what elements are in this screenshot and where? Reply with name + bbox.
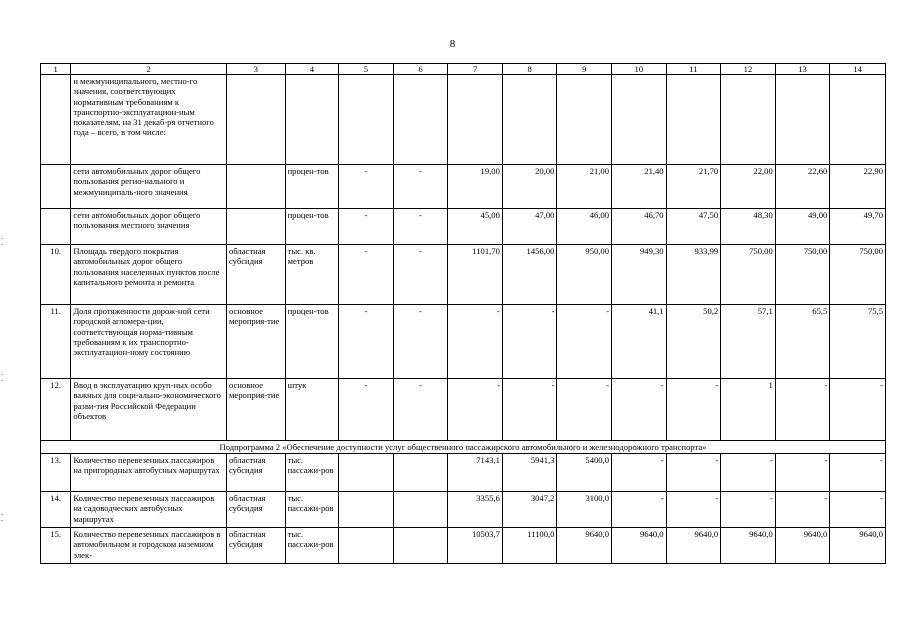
value-cell (830, 75, 886, 165)
table-row (41, 379, 886, 441)
column-number-cell: 7 (448, 64, 503, 75)
value-cell: - (502, 379, 557, 441)
value-cell: 5400,0 (557, 454, 612, 492)
row-index: 13. (41, 454, 71, 492)
value-cell: 9640,0 (775, 528, 830, 564)
column-number-cell: 14 (830, 64, 886, 75)
unit-cell: тыс. пассажи-ров (285, 454, 339, 492)
column-number-cell: 2 (71, 64, 227, 75)
value-cell: - (448, 379, 503, 441)
value-cell: 933,99 (666, 245, 721, 305)
value-cell: 19,00 (448, 165, 503, 209)
value-cell: 9640,0 (666, 528, 721, 564)
row-index: 15. (41, 528, 71, 564)
value-cell: 3047,2 (502, 492, 557, 528)
column-number-cell: 9 (557, 64, 612, 75)
value-cell: - (666, 379, 721, 441)
value-cell: 9640,0 (557, 528, 612, 564)
unit-cell: тыс. пассажи-ров (285, 492, 339, 528)
value-cell (339, 528, 394, 564)
unit-cell: штук (285, 379, 339, 441)
value-cell (393, 454, 448, 492)
table-row (41, 209, 886, 245)
value-cell (448, 75, 503, 165)
page-number: 8 (449, 38, 456, 50)
value-cell: - (339, 379, 394, 441)
value-cell: - (557, 379, 612, 441)
table-row (41, 492, 886, 528)
funding-source: областная субсидия (226, 454, 285, 492)
value-cell: 10503,7 (448, 528, 503, 564)
value-cell (775, 75, 830, 165)
value-cell: 1101,70 (448, 245, 503, 305)
value-cell: - (393, 379, 448, 441)
funding-source: областная субсидия (226, 492, 285, 528)
value-cell: 20,00 (502, 165, 557, 209)
column-number-cell: 1 (41, 64, 71, 75)
value-cell: - (502, 305, 557, 379)
value-cell: 750,00 (830, 245, 886, 305)
value-cell: - (830, 379, 886, 441)
value-cell: 22,00 (721, 165, 776, 209)
indicator-name: Количество перевезенных пассажиров в автомобильном и городском наземном элек- (71, 528, 227, 564)
unit-cell (285, 75, 339, 165)
funding-source: основное мероприя-тие (226, 379, 285, 441)
value-cell: 46,70 (612, 209, 667, 245)
value-cell: 48,30 (721, 209, 776, 245)
value-cell: - (666, 454, 721, 492)
value-cell: 750,00 (775, 245, 830, 305)
value-cell: 7143,1 (448, 454, 503, 492)
indicator-name: и межмуниципального, местно-го значения, соответствующих нормативным требованиям к транспортно-эксплуатацион-ным показателям, на 31 декаб-ря отчетного года – всего, в том числе: (71, 75, 227, 165)
value-cell: - (393, 305, 448, 379)
value-cell: - (775, 379, 830, 441)
table-row (41, 75, 886, 165)
value-cell: - (775, 454, 830, 492)
row-index: 12. (41, 379, 71, 441)
table-row (41, 454, 886, 492)
subprogram-title: Подпрограмма 2 «Обеспечение доступности услуг общественного пассажирского автомобильного и железнодорожного транспорта» (41, 441, 886, 454)
value-cell: - (612, 492, 667, 528)
value-cell: - (393, 209, 448, 245)
value-cell: 9640,0 (612, 528, 667, 564)
column-number-row (41, 64, 886, 75)
value-cell: 22,60 (775, 165, 830, 209)
scan-margin-marks (1, 0, 5, 640)
value-cell (339, 75, 394, 165)
value-cell: - (612, 454, 667, 492)
value-cell: - (448, 305, 503, 379)
value-cell: 50,2 (666, 305, 721, 379)
funding-source: областная субсидия (226, 528, 285, 564)
table-row (41, 245, 886, 305)
column-number-cell: 8 (502, 64, 557, 75)
column-number-cell: 10 (612, 64, 667, 75)
value-cell: 21,00 (557, 165, 612, 209)
value-cell: 9640,0 (721, 528, 776, 564)
value-cell (393, 75, 448, 165)
funding-source: основное мероприя-тие (226, 305, 285, 379)
table-row (41, 528, 886, 564)
indicator-name: сети автомобильных дорог общего пользования местного значения (71, 209, 227, 245)
unit-cell: тыс. пассажи-ров (285, 528, 339, 564)
value-cell: 45,00 (448, 209, 503, 245)
row-index (41, 165, 71, 209)
indicators-table (40, 63, 886, 564)
indicator-name: Ввод в эксплуатацию круп-ных особо важных для соци-ально-экономического разви-тия Российской Федерации объектов (71, 379, 227, 441)
table-row (41, 305, 886, 379)
unit-cell: процен-тов (285, 165, 339, 209)
value-cell: - (775, 492, 830, 528)
value-cell: 21,40 (612, 165, 667, 209)
value-cell (612, 75, 667, 165)
value-cell: 21,70 (666, 165, 721, 209)
row-index: 10. (41, 245, 71, 305)
value-cell (721, 75, 776, 165)
value-cell: - (721, 492, 776, 528)
value-cell (339, 492, 394, 528)
row-index (41, 75, 71, 165)
value-cell: 1 (721, 379, 776, 441)
value-cell: 47,50 (666, 209, 721, 245)
indicator-name: Количество перевезенных пассажиров на пригородных автобусных маршрутах (71, 454, 227, 492)
indicator-name: Площадь твердого покрытия автомобильных дорог общего пользования населенных пунктов после капитального ремонта и ремонта (71, 245, 227, 305)
indicator-name: сети автомобильных дорог общего пользования регио-нального и межмуниципаль-ного значения (71, 165, 227, 209)
value-cell: 41,1 (612, 305, 667, 379)
unit-cell: процен-тов (285, 209, 339, 245)
row-index (41, 209, 71, 245)
column-number-cell: 6 (393, 64, 448, 75)
value-cell: 949,30 (612, 245, 667, 305)
value-cell (393, 492, 448, 528)
value-cell: 11100,0 (502, 528, 557, 564)
value-cell: - (393, 245, 448, 305)
unit-cell: тыс. кв. метров (285, 245, 339, 305)
value-cell: 9640,0 (830, 528, 886, 564)
column-number-cell: 3 (226, 64, 285, 75)
value-cell: - (612, 379, 667, 441)
value-cell: 1456,00 (502, 245, 557, 305)
column-number-cell: 13 (775, 64, 830, 75)
funding-source (226, 165, 285, 209)
value-cell: 3100,0 (557, 492, 612, 528)
column-number-cell: 4 (285, 64, 339, 75)
value-cell: 950,00 (557, 245, 612, 305)
value-cell: 5941,3 (502, 454, 557, 492)
value-cell: 47,00 (502, 209, 557, 245)
value-cell (666, 75, 721, 165)
section-row (41, 441, 886, 454)
funding-source: областная субсидия (226, 245, 285, 305)
value-cell: - (666, 492, 721, 528)
table-row (41, 165, 886, 209)
value-cell (339, 454, 394, 492)
value-cell: - (830, 454, 886, 492)
value-cell: - (339, 305, 394, 379)
funding-source (226, 209, 285, 245)
value-cell: 57,1 (721, 305, 776, 379)
unit-cell: процен-тов (285, 305, 339, 379)
value-cell: - (557, 305, 612, 379)
indicator-name: Доля протяженности дорож-ной сети городской агломера-ции, соответствующая норма-тивным требованиям к их транспортно-эксплуатацион-ному состоянию (71, 305, 227, 379)
value-cell: 49,70 (830, 209, 886, 245)
value-cell (393, 528, 448, 564)
value-cell: - (339, 165, 394, 209)
column-number-cell: 11 (666, 64, 721, 75)
value-cell (502, 75, 557, 165)
value-cell: 65,5 (775, 305, 830, 379)
value-cell: - (339, 245, 394, 305)
value-cell: 46,00 (557, 209, 612, 245)
value-cell: - (721, 454, 776, 492)
value-cell: 22,90 (830, 165, 886, 209)
column-number-cell: 12 (721, 64, 776, 75)
funding-source (226, 75, 285, 165)
value-cell: 750,00 (721, 245, 776, 305)
value-cell: - (393, 165, 448, 209)
value-cell: 49,00 (775, 209, 830, 245)
row-index: 14. (41, 492, 71, 528)
value-cell: 75,5 (830, 305, 886, 379)
value-cell: - (830, 492, 886, 528)
value-cell: 3355,6 (448, 492, 503, 528)
indicator-name: Количество перевезенных пассажиров на садоводческих автобусных маршрутах (71, 492, 227, 528)
column-number-cell: 5 (339, 64, 394, 75)
value-cell (557, 75, 612, 165)
value-cell: - (339, 209, 394, 245)
row-index: 11. (41, 305, 71, 379)
